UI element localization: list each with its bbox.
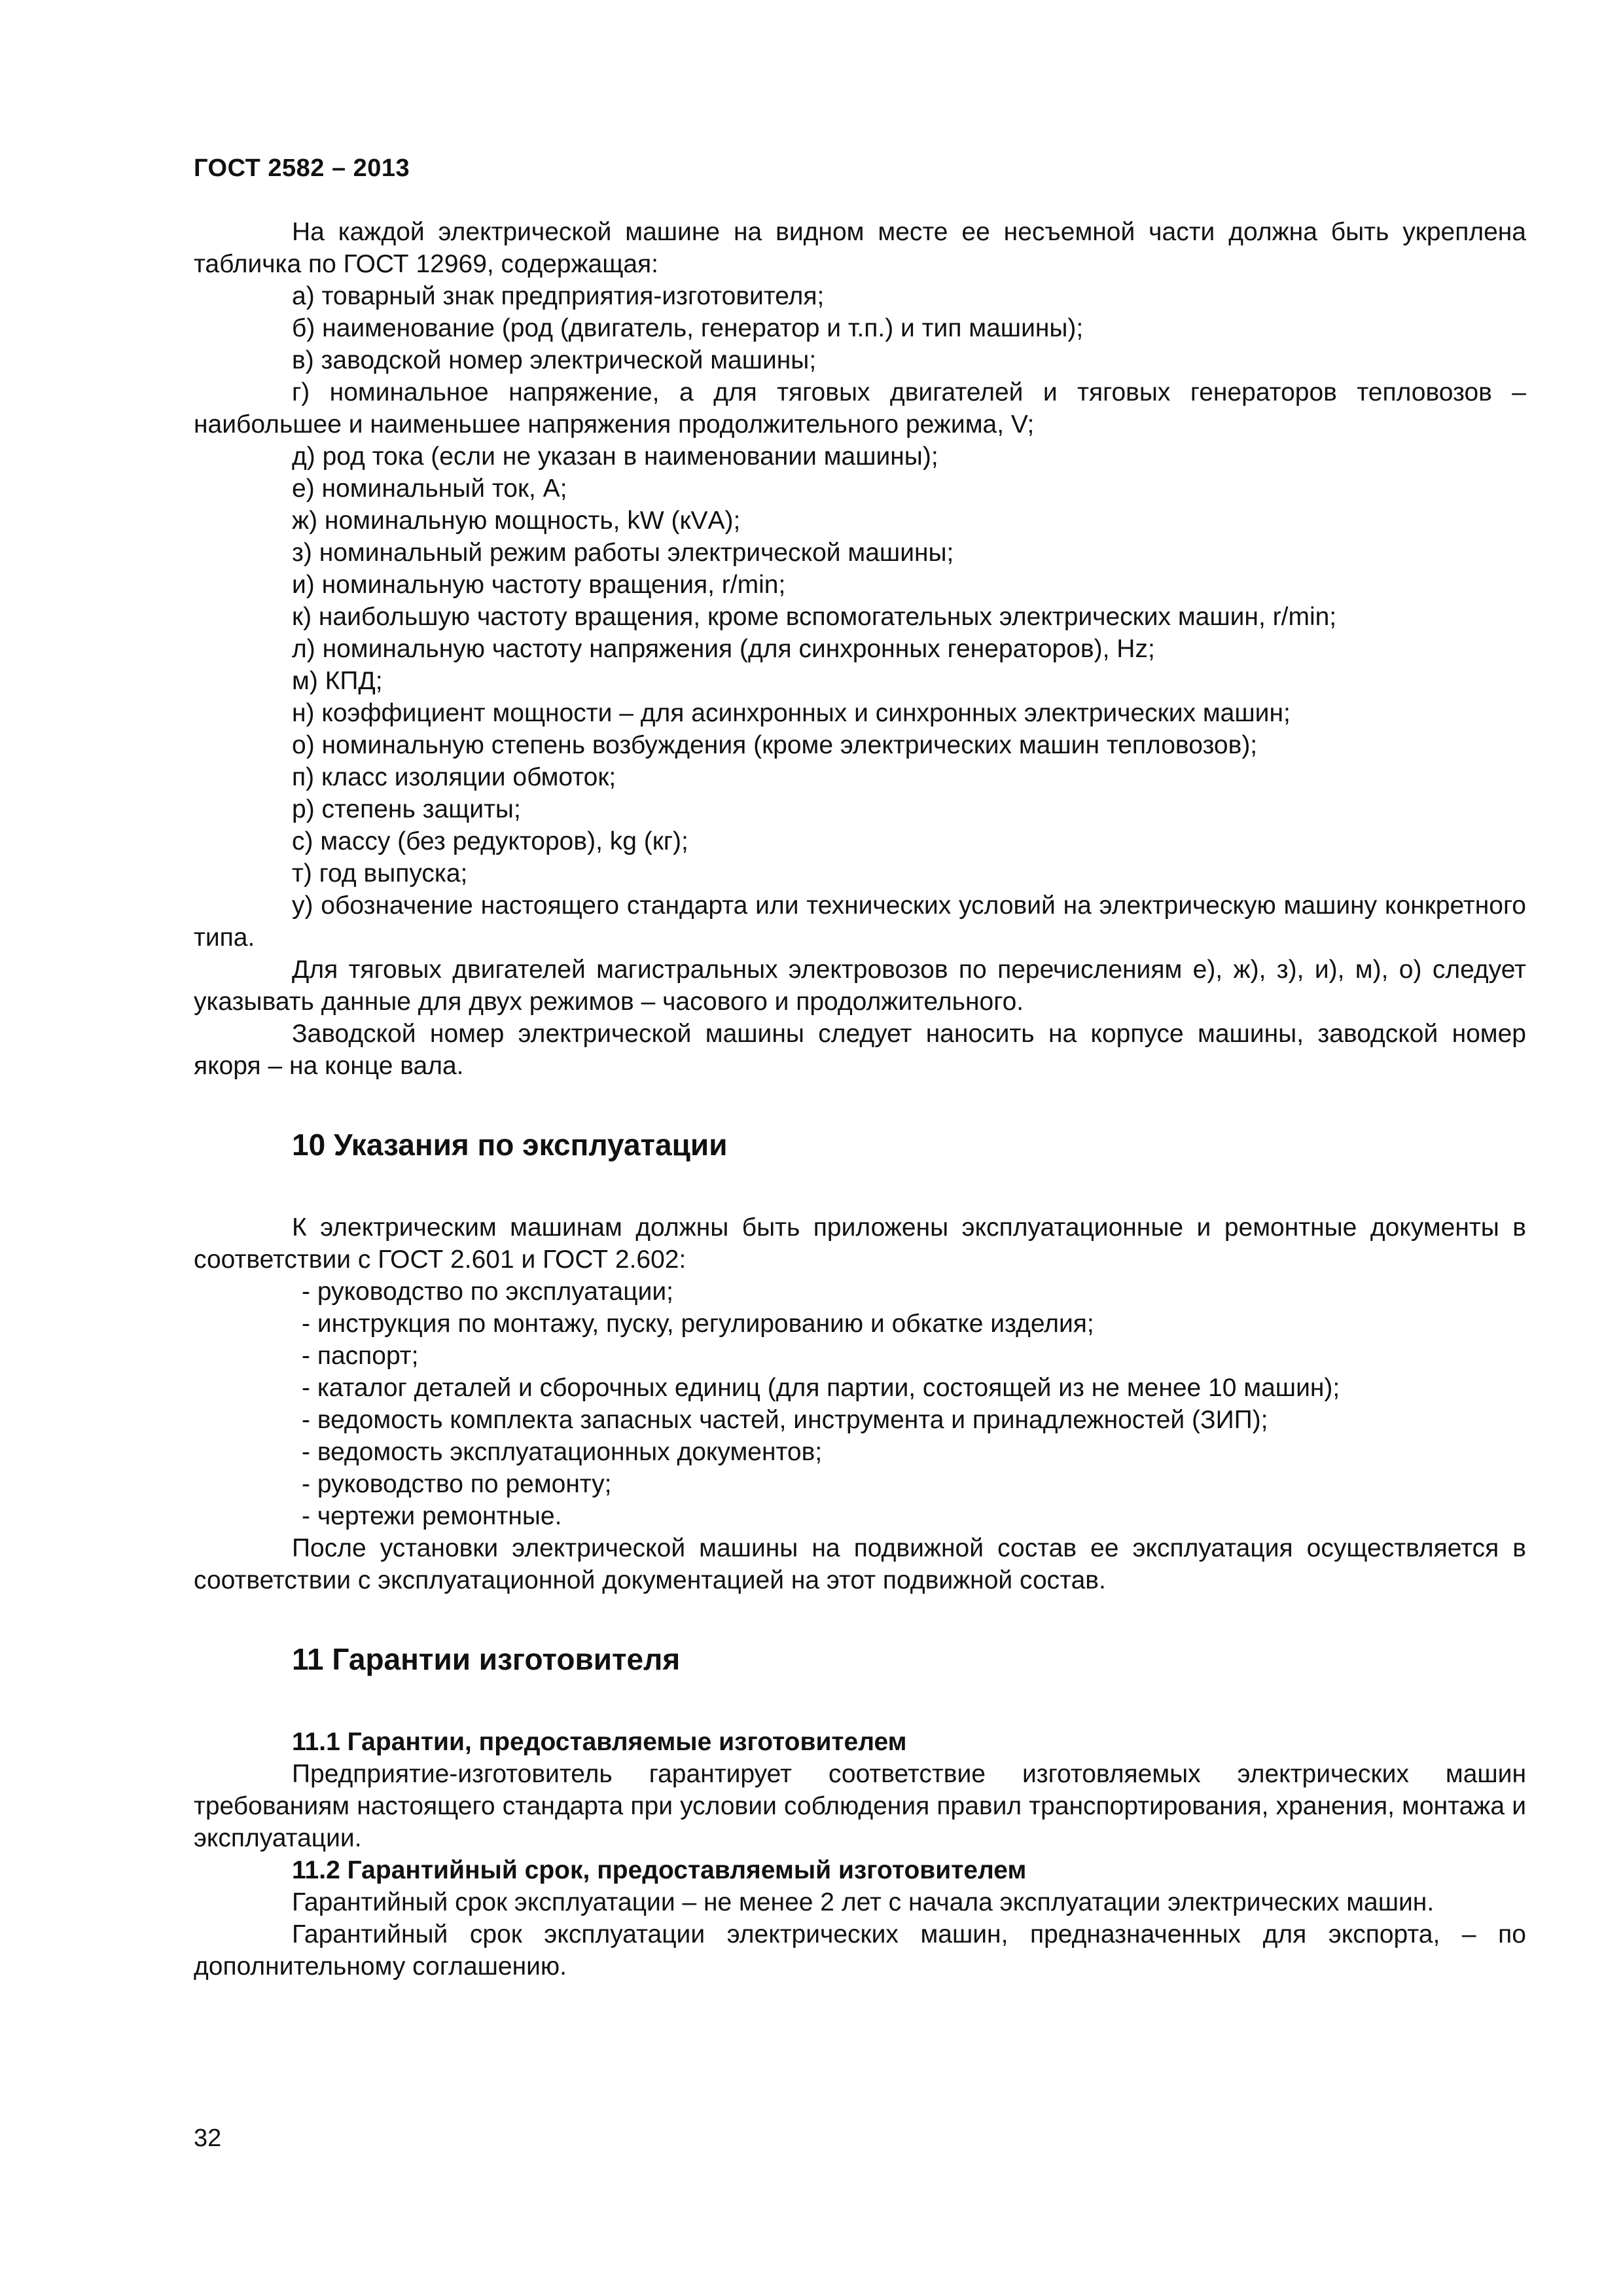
list-item: с) массу (без редукторов), kg (кг);	[292, 827, 688, 855]
list-item: м) КПД;	[292, 667, 383, 695]
subsection-11-2-title: 11.2 Гарантийный срок, предоставляемый изготовителем	[292, 1856, 1027, 1884]
subsection-11-2-text-2: Гарантийный срок эксплуатации электрических машин, предназначенных для экспорта, – по дополнительному соглашению.	[194, 1920, 1526, 1981]
list-item: - руководство по ремонту;	[302, 1470, 612, 1498]
page-number: 32	[194, 2125, 222, 2152]
list-item: - ведомость эксплуатационных документов;	[302, 1438, 823, 1466]
serial-number-paragraph: Заводской номер электрической машины следует наносить на корпусе машины, заводской номер якоря – на конце вала.	[194, 1020, 1526, 1080]
subsection-11-1-text: Предприятие-изготовитель гарантирует соответствие изготовляемых электрических машин требованиям настоящего стандарта при условии соблюдения правил транспортирования, хранения, монтажа и эксплуатации.	[194, 1760, 1526, 1852]
list-item: д) род тока (если не указан в наименовании машины);	[292, 442, 938, 471]
list-item: - каталог деталей и сборочных единиц (для партии, состоящей из не менее 10 машин);	[302, 1374, 1340, 1402]
list-item: р) степень защиты;	[292, 795, 521, 823]
list-item: п) класс изоляции обмоток;	[292, 763, 616, 791]
list-item: ж) номинальную мощность, kW (кVА);	[292, 507, 741, 535]
list-item: - инструкция по монтажу, пуску, регулированию и обкатке изделия;	[302, 1310, 1094, 1338]
subsection-11-1-title: 11.1 Гарантии, предоставляемые изготовителем	[292, 1728, 907, 1756]
section-10-intro: К электрическим машинам должны быть приложены эксплуатационные и ремонтные документы в соответствии с ГОСТ 2.601 и ГОСТ 2.602:	[194, 1213, 1526, 1274]
list-item: б) наименование (род (двигатель, генератор и т.п.) и тип машины);	[292, 314, 1084, 342]
list-item: н) коэффициент мощности – для асинхронных и синхронных электрических машин;	[292, 699, 1291, 727]
section-10-after-installation: После установки электрической машины на подвижной состав ее эксплуатация осуществляется в соответствии с эксплуатационной документацией на этот подвижной состав.	[194, 1534, 1526, 1594]
list-item: - чертежи ремонтные.	[302, 1502, 562, 1530]
list-item: о) номинальную степень возбуждения (кроме электрических машин тепловозов);	[292, 731, 1258, 759]
list-item: г) номинальное напряжение, а для тяговых двигателей и тяговых генераторов тепловозов – наибольшее и наименьшее напряжения продолжительного режима, V;	[194, 378, 1526, 439]
list-item: у) обозначение настоящего стандарта или технических условий на электрическую машину конкретного типа.	[194, 891, 1526, 952]
list-item: и) номинальную частоту вращения, r/min;	[292, 571, 786, 599]
list-item: т) год выпуска;	[292, 859, 468, 888]
subsection-11-2-text-1: Гарантийный срок эксплуатации – не менее 2 лет с начала эксплуатации электрических машин.	[292, 1888, 1435, 1916]
documents-list	[194, 1276, 1526, 1532]
list-item: а) товарный знак предприятия-изготовителя;	[292, 282, 825, 310]
nameplate-intro: На каждой электрической машине на видном месте ее несъемной части должна быть укреплена табличка по ГОСТ 12969, содержащая:	[194, 218, 1526, 278]
list-item: л) номинальную частоту напряжения (для синхронных генераторов), Hz;	[292, 635, 1155, 663]
list-item: - ведомость комплекта запасных частей, инструмента и принадлежностей (ЗИП);	[302, 1406, 1268, 1434]
list-item: - руководство по эксплуатации;	[302, 1278, 673, 1306]
document-code-header: ГОСТ 2582 – 2013	[194, 154, 410, 182]
list-item: е) номинальный ток, А;	[292, 475, 567, 503]
list-item: - паспорт;	[302, 1342, 419, 1370]
page-content	[194, 216, 1526, 1982]
traction-motors-paragraph: Для тяговых двигателей магистральных электровозов по перечислениям е), ж), з), и), м), о) следует указывать данные для двух режимов – часового и продолжительного.	[194, 956, 1526, 1016]
list-item: к) наибольшую частоту вращения, кроме вспомогательных электрических машин, r/min;	[292, 603, 1337, 631]
list-item: з) номинальный режим работы электрической машины;	[292, 539, 954, 567]
section-11-title: 11 Гарантии изготовителя	[292, 1642, 681, 1676]
section-10-title: 10 Указания по эксплуатации	[292, 1128, 728, 1162]
nameplate-items-list	[194, 280, 1526, 954]
list-item: в) заводской номер электрической машины;	[292, 346, 817, 374]
